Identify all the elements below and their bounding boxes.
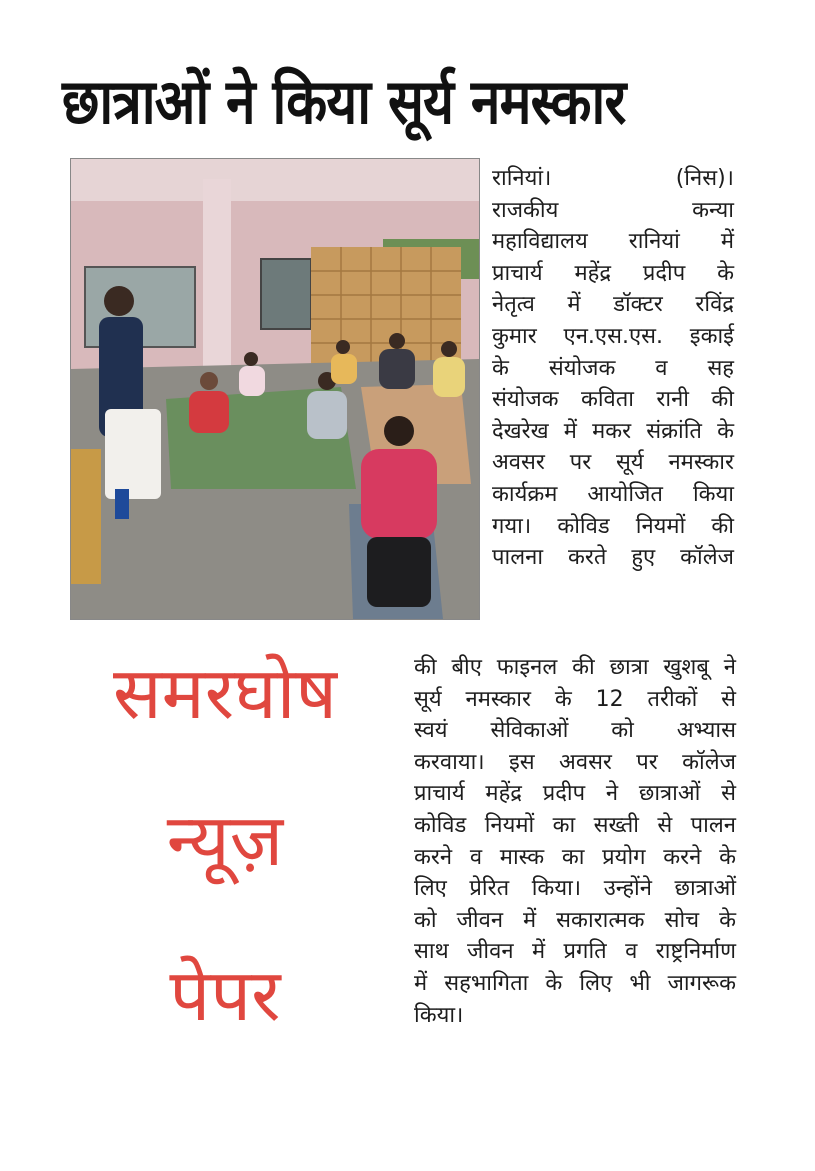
text-line: साथ जीवन में प्रगति व राष्ट्रनिर्माण	[414, 939, 736, 965]
text-line: करने व मास्क का प्रयोग करने के	[414, 844, 736, 870]
text-line: सूर्य नमस्कार के 12 तरीकों से	[414, 686, 736, 712]
text-line: किया।	[414, 1002, 464, 1028]
text-line: करवाया। इस अवसर पर कॉलेज	[414, 749, 736, 775]
text-line: प्राचार्य महेंद्र प्रदीप ने छात्राओं से	[414, 781, 736, 807]
text-line: को जीवन में सकारात्मक सोच के	[414, 907, 736, 933]
text-line: कुमार एन.एस.एस. इकाई	[492, 323, 734, 349]
text-line: रानियां। (निस)।	[492, 166, 734, 191]
text-line: प्राचार्य महेंद्र प्रदीप के	[492, 260, 734, 286]
photo-illustration	[71, 159, 479, 619]
text-line: के संयोजक व सह	[492, 355, 734, 381]
text-line: देखरेख में मकर संक्रांति के	[492, 418, 734, 444]
text-line: संयोजक कविता रानी की	[492, 387, 734, 413]
text-line: की बीए फाइनल की छात्रा खुशबू ने	[414, 655, 736, 680]
article-column-2	[414, 652, 736, 1031]
masthead-line-2: न्यूज़	[166, 798, 284, 882]
headline: छात्राओं ने किया सूर्य नमस्कार	[62, 65, 626, 138]
article-column-1	[492, 163, 734, 574]
text-line: राजकीय कन्या	[492, 197, 734, 223]
text-line: लिए प्रेरित किया। उन्होंने छात्राओं	[414, 876, 736, 902]
text-line: नेतृत्व में डॉक्टर रविंद्र	[492, 292, 734, 318]
text-line: में सहभागिता के लिए भी जागरूक	[414, 970, 736, 996]
text-line: कोविड नियमों का सख्ती से पालन	[414, 812, 736, 838]
text-line: अवसर पर सूर्य नमस्कार	[492, 450, 734, 476]
text-line: पालना करते हुए कॉलेज	[492, 545, 734, 571]
article-photo	[70, 158, 480, 620]
text-line: गया। कोविड नियमों की	[492, 513, 734, 539]
masthead-line-3: पेपर	[169, 953, 281, 1037]
masthead-line-1: समरघोष	[113, 651, 337, 735]
text-line: स्वयं सेविकाओं को अभ्यास	[414, 718, 736, 744]
text-line: महाविद्यालय रानियां में	[492, 229, 734, 255]
text-line: कार्यक्रम आयोजित किया	[492, 481, 734, 507]
